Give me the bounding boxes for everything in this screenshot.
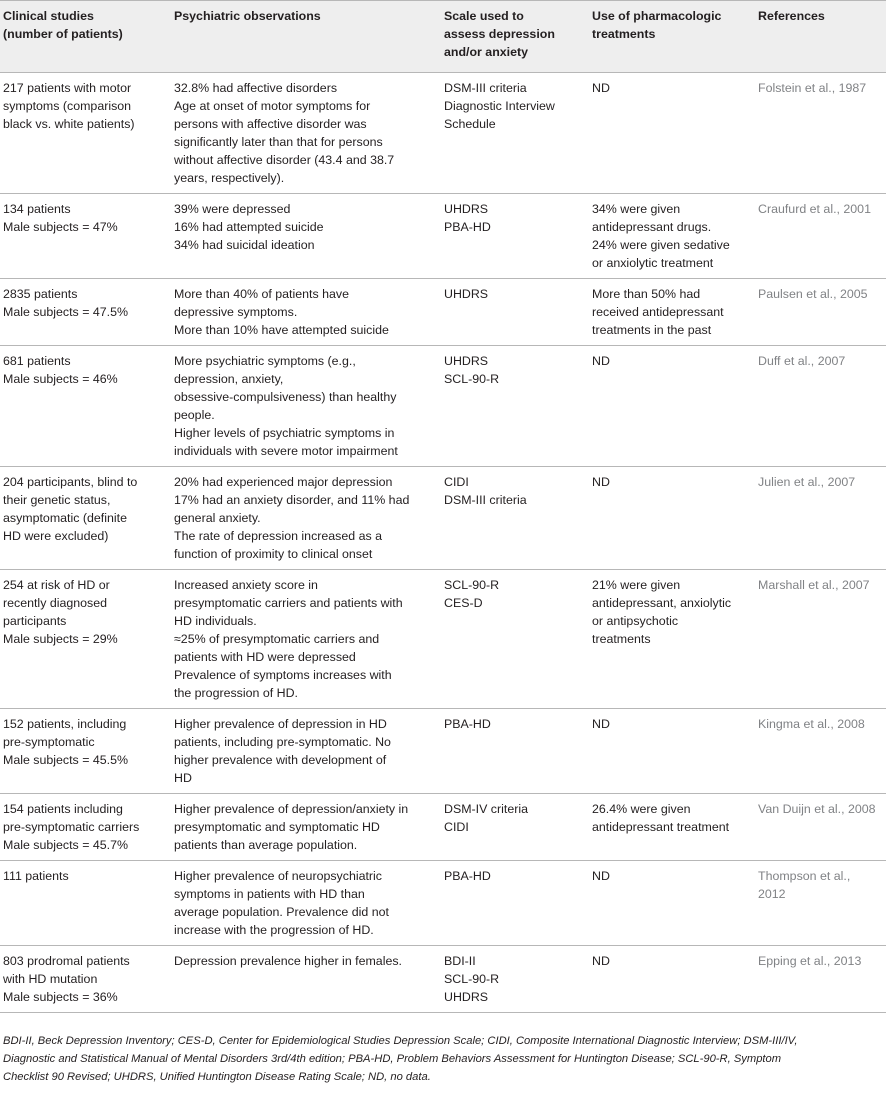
header-line: and/or anxiety <box>444 45 529 59</box>
cell-line: Male subjects = 45.5% <box>3 753 129 767</box>
cell-line: asymptomatic (definite <box>3 511 127 525</box>
cell-line: depressive symptoms. <box>174 305 298 319</box>
cell-line: Julien et al., 2007 <box>758 475 856 489</box>
header-row <box>0 1 886 73</box>
cell-line: More than 10% have attempted suicide <box>174 323 389 337</box>
cell-line: persons with affective disorder was <box>174 117 367 131</box>
cell-line: UHDRS <box>444 990 489 1004</box>
cell-line: pre-symptomatic carriers <box>3 820 140 834</box>
cell-line: higher prevalence with development of <box>174 753 387 767</box>
cell-line: the progression of HD. <box>174 686 298 700</box>
footnote-line: Diagnostic and Statistical Manual of Mental Disorders 3rd/4th edition; PBA-HD, Problem Behaviors Assessment for Huntington Disease; SCL-90-R, Symptom <box>3 1053 782 1065</box>
cell-clinical-study <box>0 467 174 570</box>
cell-line: ND <box>592 954 610 968</box>
cell-line: Diagnostic Interview <box>444 99 555 113</box>
cell-psychiatric-observations <box>174 861 444 946</box>
cell-line: 24% were given sedative <box>592 238 730 252</box>
cell-line: pre-symptomatic <box>3 735 95 749</box>
cell-treatment <box>592 570 758 709</box>
cell-line: 21% were given <box>592 578 681 592</box>
cell-psychiatric-observations <box>174 194 444 279</box>
cell-line: Thompson et al., <box>758 869 851 883</box>
cell-line: Male subjects = 47% <box>3 220 118 234</box>
cell-line: SCL-90-R <box>444 372 500 386</box>
header-line: (number of patients) <box>3 27 123 41</box>
cell-treatment <box>592 794 758 861</box>
cell-reference <box>758 861 886 946</box>
header-psychiatric-observations <box>174 1 444 73</box>
cell-scale <box>444 279 592 346</box>
cell-line: ND <box>592 475 610 489</box>
cell-line: PBA-HD <box>444 869 491 883</box>
cell-line: DSM-III criteria <box>444 81 527 95</box>
cell-line: average population. Prevalence did not <box>174 905 389 919</box>
cell-line: Van Duijn et al., 2008 <box>758 802 876 816</box>
cell-line: Higher prevalence of depression in HD <box>174 717 387 731</box>
cell-line: Kingma et al., 2008 <box>758 717 865 731</box>
cell-line: Male subjects = 47.5% <box>3 305 129 319</box>
cell-line: their genetic status, <box>3 493 111 507</box>
cell-line: 2012 <box>758 887 786 901</box>
cell-line: ND <box>592 354 610 368</box>
cell-line: Age at onset of motor symptoms for <box>174 99 371 113</box>
cell-line: individuals with severe motor impairment <box>174 444 398 458</box>
table-row <box>0 861 886 946</box>
cell-line: people. <box>174 408 215 422</box>
cell-line: Higher prevalence of neuropsychiatric <box>174 869 382 883</box>
cell-line: HD were excluded) <box>3 529 109 543</box>
cell-line: patients, including pre-symptomatic. No <box>174 735 391 749</box>
cell-clinical-study <box>0 279 174 346</box>
cell-reference <box>758 279 886 346</box>
cell-line: antidepressant treatment <box>592 820 730 834</box>
header-clinical-studies <box>0 1 174 73</box>
cell-scale <box>444 467 592 570</box>
table-header <box>0 1 886 73</box>
cell-line: Male subjects = 36% <box>3 990 118 1004</box>
cell-line: recently diagnosed <box>3 596 108 610</box>
cell-line: More than 40% of patients have <box>174 287 349 301</box>
cell-clinical-study <box>0 709 174 794</box>
cell-line: HD individuals. <box>174 614 257 628</box>
cell-line: ≈25% of presymptomatic carriers and <box>174 632 380 646</box>
table-row <box>0 279 886 346</box>
cell-line: CIDI <box>444 820 469 834</box>
cell-line: Schedule <box>444 117 496 131</box>
table-row <box>0 946 886 1013</box>
cell-reference <box>758 467 886 570</box>
cell-clinical-study <box>0 794 174 861</box>
header-references <box>758 1 886 73</box>
cell-line: 204 participants, blind to <box>3 475 138 489</box>
cell-line: obsessive-compulsiveness) than healthy <box>174 390 397 404</box>
cell-treatment <box>592 73 758 194</box>
cell-line: 34% had suicidal ideation <box>174 238 315 252</box>
cell-line: CES-D <box>444 596 483 610</box>
cell-reference <box>758 194 886 279</box>
cell-line: More than 50% had <box>592 287 701 301</box>
cell-line: function of proximity to clinical onset <box>174 547 373 561</box>
cell-reference <box>758 73 886 194</box>
cell-scale <box>444 73 592 194</box>
cell-scale <box>444 570 592 709</box>
cell-line: treatments in the past <box>592 323 712 337</box>
cell-reference <box>758 346 886 467</box>
cell-line: 134 patients <box>3 202 71 216</box>
header-scale <box>444 1 592 73</box>
table-body <box>0 73 886 1013</box>
cell-line: symptoms in patients with HD than <box>174 887 365 901</box>
header-line: Psychiatric observations <box>174 9 321 23</box>
cell-line: Epping et al., 2013 <box>758 954 862 968</box>
cell-line: general anxiety. <box>174 511 261 525</box>
cell-scale <box>444 861 592 946</box>
cell-line: Higher levels of psychiatric symptoms in <box>174 426 395 440</box>
cell-reference <box>758 946 886 1013</box>
cell-scale <box>444 194 592 279</box>
footnote-line: BDI-II, Beck Depression Inventory; CES-D, Center for Epidemiological Studies Depression Scale; CIDI, Composite International Diagnostic Interview; DSM-III/IV, <box>3 1035 798 1047</box>
cell-reference <box>758 794 886 861</box>
table-row <box>0 346 886 467</box>
cell-psychiatric-observations <box>174 794 444 861</box>
cell-line: 20% had experienced major depression <box>174 475 393 489</box>
cell-line: or antipsychotic <box>592 614 679 628</box>
cell-line: ND <box>592 717 610 731</box>
cell-clinical-study <box>0 73 174 194</box>
cell-treatment <box>592 279 758 346</box>
cell-line: with HD mutation <box>3 972 98 986</box>
cell-line: PBA-HD <box>444 717 491 731</box>
cell-scale <box>444 709 592 794</box>
header-line: Clinical studies <box>3 9 94 23</box>
cell-treatment <box>592 709 758 794</box>
header-line: References <box>758 9 825 23</box>
header-line: Use of pharmacologic <box>592 9 722 23</box>
cell-line: Male subjects = 29% <box>3 632 118 646</box>
cell-line: 111 patients <box>3 869 69 883</box>
cell-line: 26.4% were given <box>592 802 691 816</box>
cell-psychiatric-observations <box>174 279 444 346</box>
cell-scale <box>444 346 592 467</box>
cell-psychiatric-observations <box>174 570 444 709</box>
cell-line: The rate of depression increased as a <box>174 529 383 543</box>
header-line: assess depression <box>444 27 555 41</box>
header-line: Scale used to <box>444 9 524 23</box>
cell-line: black vs. white patients) <box>3 117 135 131</box>
cell-line: patients than average population. <box>174 838 358 852</box>
cell-line: 152 patients, including <box>3 717 127 731</box>
table-row <box>0 794 886 861</box>
cell-line: 254 at risk of HD or <box>3 578 110 592</box>
cell-line: presymptomatic carriers and patients with <box>174 596 403 610</box>
cell-line: significantly later than that for persons <box>174 135 383 149</box>
cell-psychiatric-observations <box>174 709 444 794</box>
cell-clinical-study <box>0 346 174 467</box>
cell-psychiatric-observations <box>174 946 444 1013</box>
cell-treatment <box>592 346 758 467</box>
header-line: treatments <box>592 27 656 41</box>
cell-line: PBA-HD <box>444 220 491 234</box>
table-footnote <box>3 1032 883 1086</box>
cell-line: UHDRS <box>444 287 489 301</box>
cell-line: Folstein et al., 1987 <box>758 81 867 95</box>
cell-line: HD <box>174 771 192 785</box>
cell-line: antidepressant, anxiolytic <box>592 596 732 610</box>
cell-line: 32.8% had affective disorders <box>174 81 338 95</box>
cell-line: ND <box>592 869 610 883</box>
cell-line: Duff et al., 2007 <box>758 354 846 368</box>
cell-line: SCL-90-R <box>444 578 500 592</box>
cell-line: More psychiatric symptoms (e.g., <box>174 354 356 368</box>
cell-line: Craufurd et al., 2001 <box>758 202 871 216</box>
cell-line: Depression prevalence higher in females. <box>174 954 402 968</box>
cell-scale <box>444 794 592 861</box>
cell-line: DSM-IV criteria <box>444 802 528 816</box>
cell-line: participants <box>3 614 67 628</box>
cell-line: Increased anxiety score in <box>174 578 318 592</box>
cell-line: antidepressant drugs. <box>592 220 712 234</box>
cell-line: Marshall et al., 2007 <box>758 578 870 592</box>
cell-line: UHDRS <box>444 202 489 216</box>
cell-line: Paulsen et al., 2005 <box>758 287 868 301</box>
cell-line: Male subjects = 46% <box>3 372 118 386</box>
cell-line: 16% had attempted suicide <box>174 220 324 234</box>
cell-line: increase with the progression of HD. <box>174 923 374 937</box>
cell-line: 34% were given <box>592 202 681 216</box>
cell-line: BDI-II <box>444 954 476 968</box>
cell-line: 17% had an anxiety disorder, and 11% had <box>174 493 410 507</box>
cell-treatment <box>592 946 758 1013</box>
cell-line: symptoms (comparison <box>3 99 132 113</box>
table-row <box>0 467 886 570</box>
cell-treatment <box>592 861 758 946</box>
cell-line: presymptomatic and symptomatic HD <box>174 820 380 834</box>
cell-line: 39% were depressed <box>174 202 291 216</box>
cell-line: 681 patients <box>3 354 71 368</box>
cell-line: 217 patients with motor <box>3 81 132 95</box>
footnote-line: Checklist 90 Revised; UHDRS, Unified Huntington Disease Rating Scale; ND, no data. <box>3 1071 431 1083</box>
cell-line: treatments <box>592 632 651 646</box>
cell-treatment <box>592 467 758 570</box>
cell-line: DSM-III criteria <box>444 493 527 507</box>
cell-line: or anxiolytic treatment <box>592 256 714 270</box>
cell-line: years, respectively). <box>174 171 285 185</box>
cell-clinical-study <box>0 861 174 946</box>
table-row <box>0 709 886 794</box>
cell-line: 2835 patients <box>3 287 78 301</box>
header-pharmacologic-treatments <box>592 1 758 73</box>
cell-clinical-study <box>0 194 174 279</box>
table-row <box>0 194 886 279</box>
cell-psychiatric-observations <box>174 73 444 194</box>
cell-psychiatric-observations <box>174 467 444 570</box>
cell-line: SCL-90-R <box>444 972 500 986</box>
cell-scale <box>444 946 592 1013</box>
cell-clinical-study <box>0 570 174 709</box>
cell-line: UHDRS <box>444 354 489 368</box>
cell-line: ND <box>592 81 610 95</box>
cell-line: Higher prevalence of depression/anxiety in <box>174 802 409 816</box>
cell-line: CIDI <box>444 475 469 489</box>
cell-line: 803 prodromal patients <box>3 954 130 968</box>
cell-psychiatric-observations <box>174 346 444 467</box>
table-row <box>0 570 886 709</box>
cell-line: 154 patients including <box>3 802 123 816</box>
cell-treatment <box>592 194 758 279</box>
cell-reference <box>758 709 886 794</box>
cell-reference <box>758 570 886 709</box>
cell-line: depression, anxiety, <box>174 372 284 386</box>
cell-line: patients with HD were depressed <box>174 650 356 664</box>
cell-line: received antidepressant <box>592 305 724 319</box>
cell-line: Male subjects = 45.7% <box>3 838 129 852</box>
cell-clinical-study <box>0 946 174 1013</box>
cell-line: without affective disorder (43.4 and 38.7 <box>174 153 395 167</box>
cell-line: Prevalence of symptoms increases with <box>174 668 392 682</box>
table-row <box>0 73 886 194</box>
